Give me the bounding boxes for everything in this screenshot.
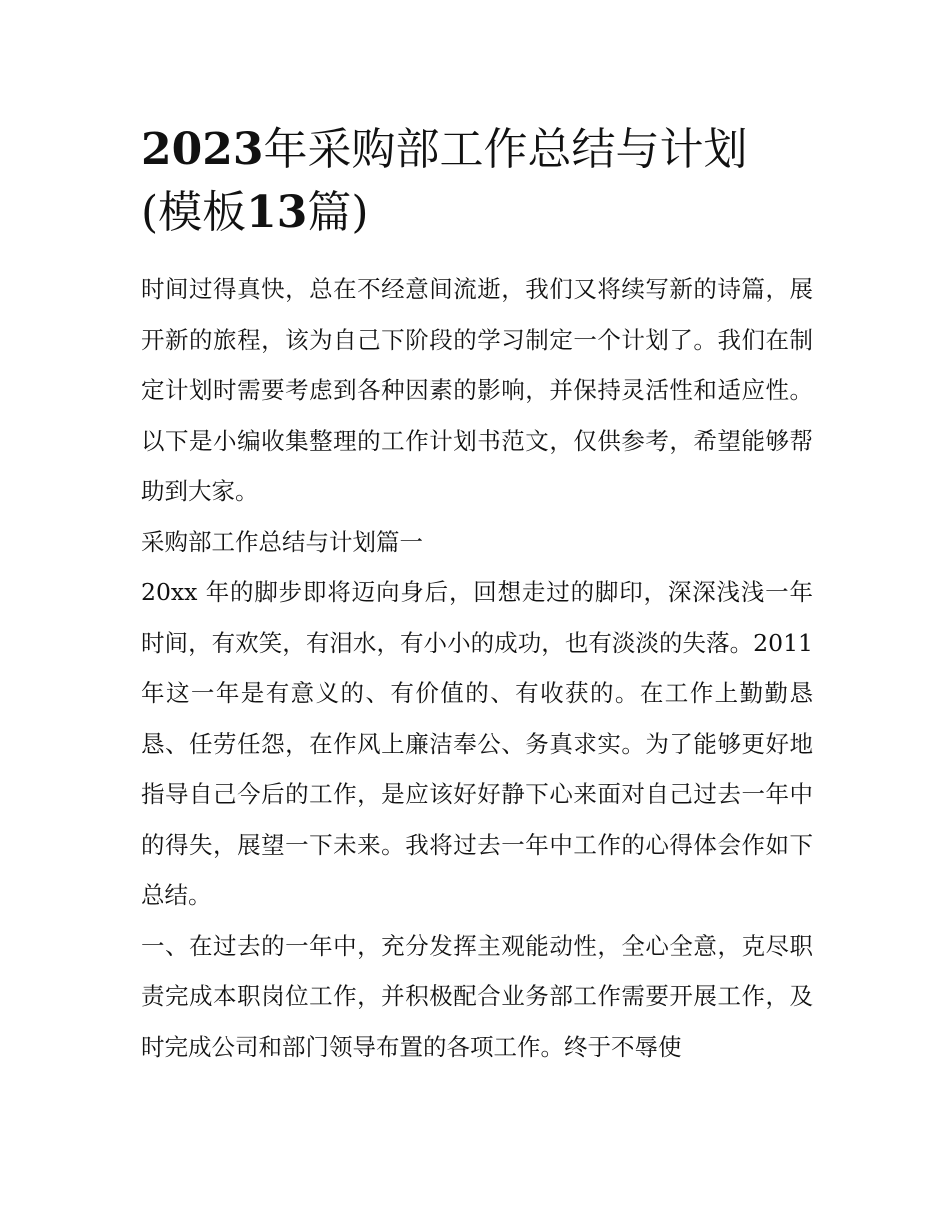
intro-paragraph: 时间过得真快，总在不经意间流逝，我们又将续写新的诗篇，展开新的旅程，该为自己下阶段的学习制定一个计划了。我们在制定计划时需要考虑到各种因素的影响，并保持灵活性和适应性。以下是小编收集整理的工作计划书范文，仅供参考，希望能够帮助到大家。 [141,275,813,505]
body-paragraph-1: 20xx 年的脚步即将迈向身后，回想走过的脚印，深深浅浅一年时间，有欢笑，有泪水，有小小的成功，也有淡淡的失落。2011 年这一年是有意义的、有价值的、有收获的。在工作上勤勤恳恳、任劳任怨，在作风上廉洁奉公、务真求实。为了能够更好地指导自己今后的工作，是应该好好静下心来面对自己过去一年中的得失，展望一下未来。我将过去一年中工作的心得体会作如下总结。 [141,578,813,909]
title-count: 13 [246,187,308,238]
section-heading: 采购部工作总结与计划篇一 [141,527,423,556]
title-template-prefix: (模板 [141,187,247,238]
title-text: 年采购部工作总结与计划 [263,124,748,175]
body-paragraph-2: 一、在过去的一年中，充分发挥主观能动性，全心全意，克尽职责完成本职岗位工作，并积极配合业务部工作需要开展工作，及时完成公司和部门领导布置的各项工作。终于不辱使 [141,931,813,1061]
document-page [141,118,813,1072]
document-title [141,118,813,244]
title-template-suffix: 篇) [307,187,369,238]
title-year: 2023 [141,124,264,175]
